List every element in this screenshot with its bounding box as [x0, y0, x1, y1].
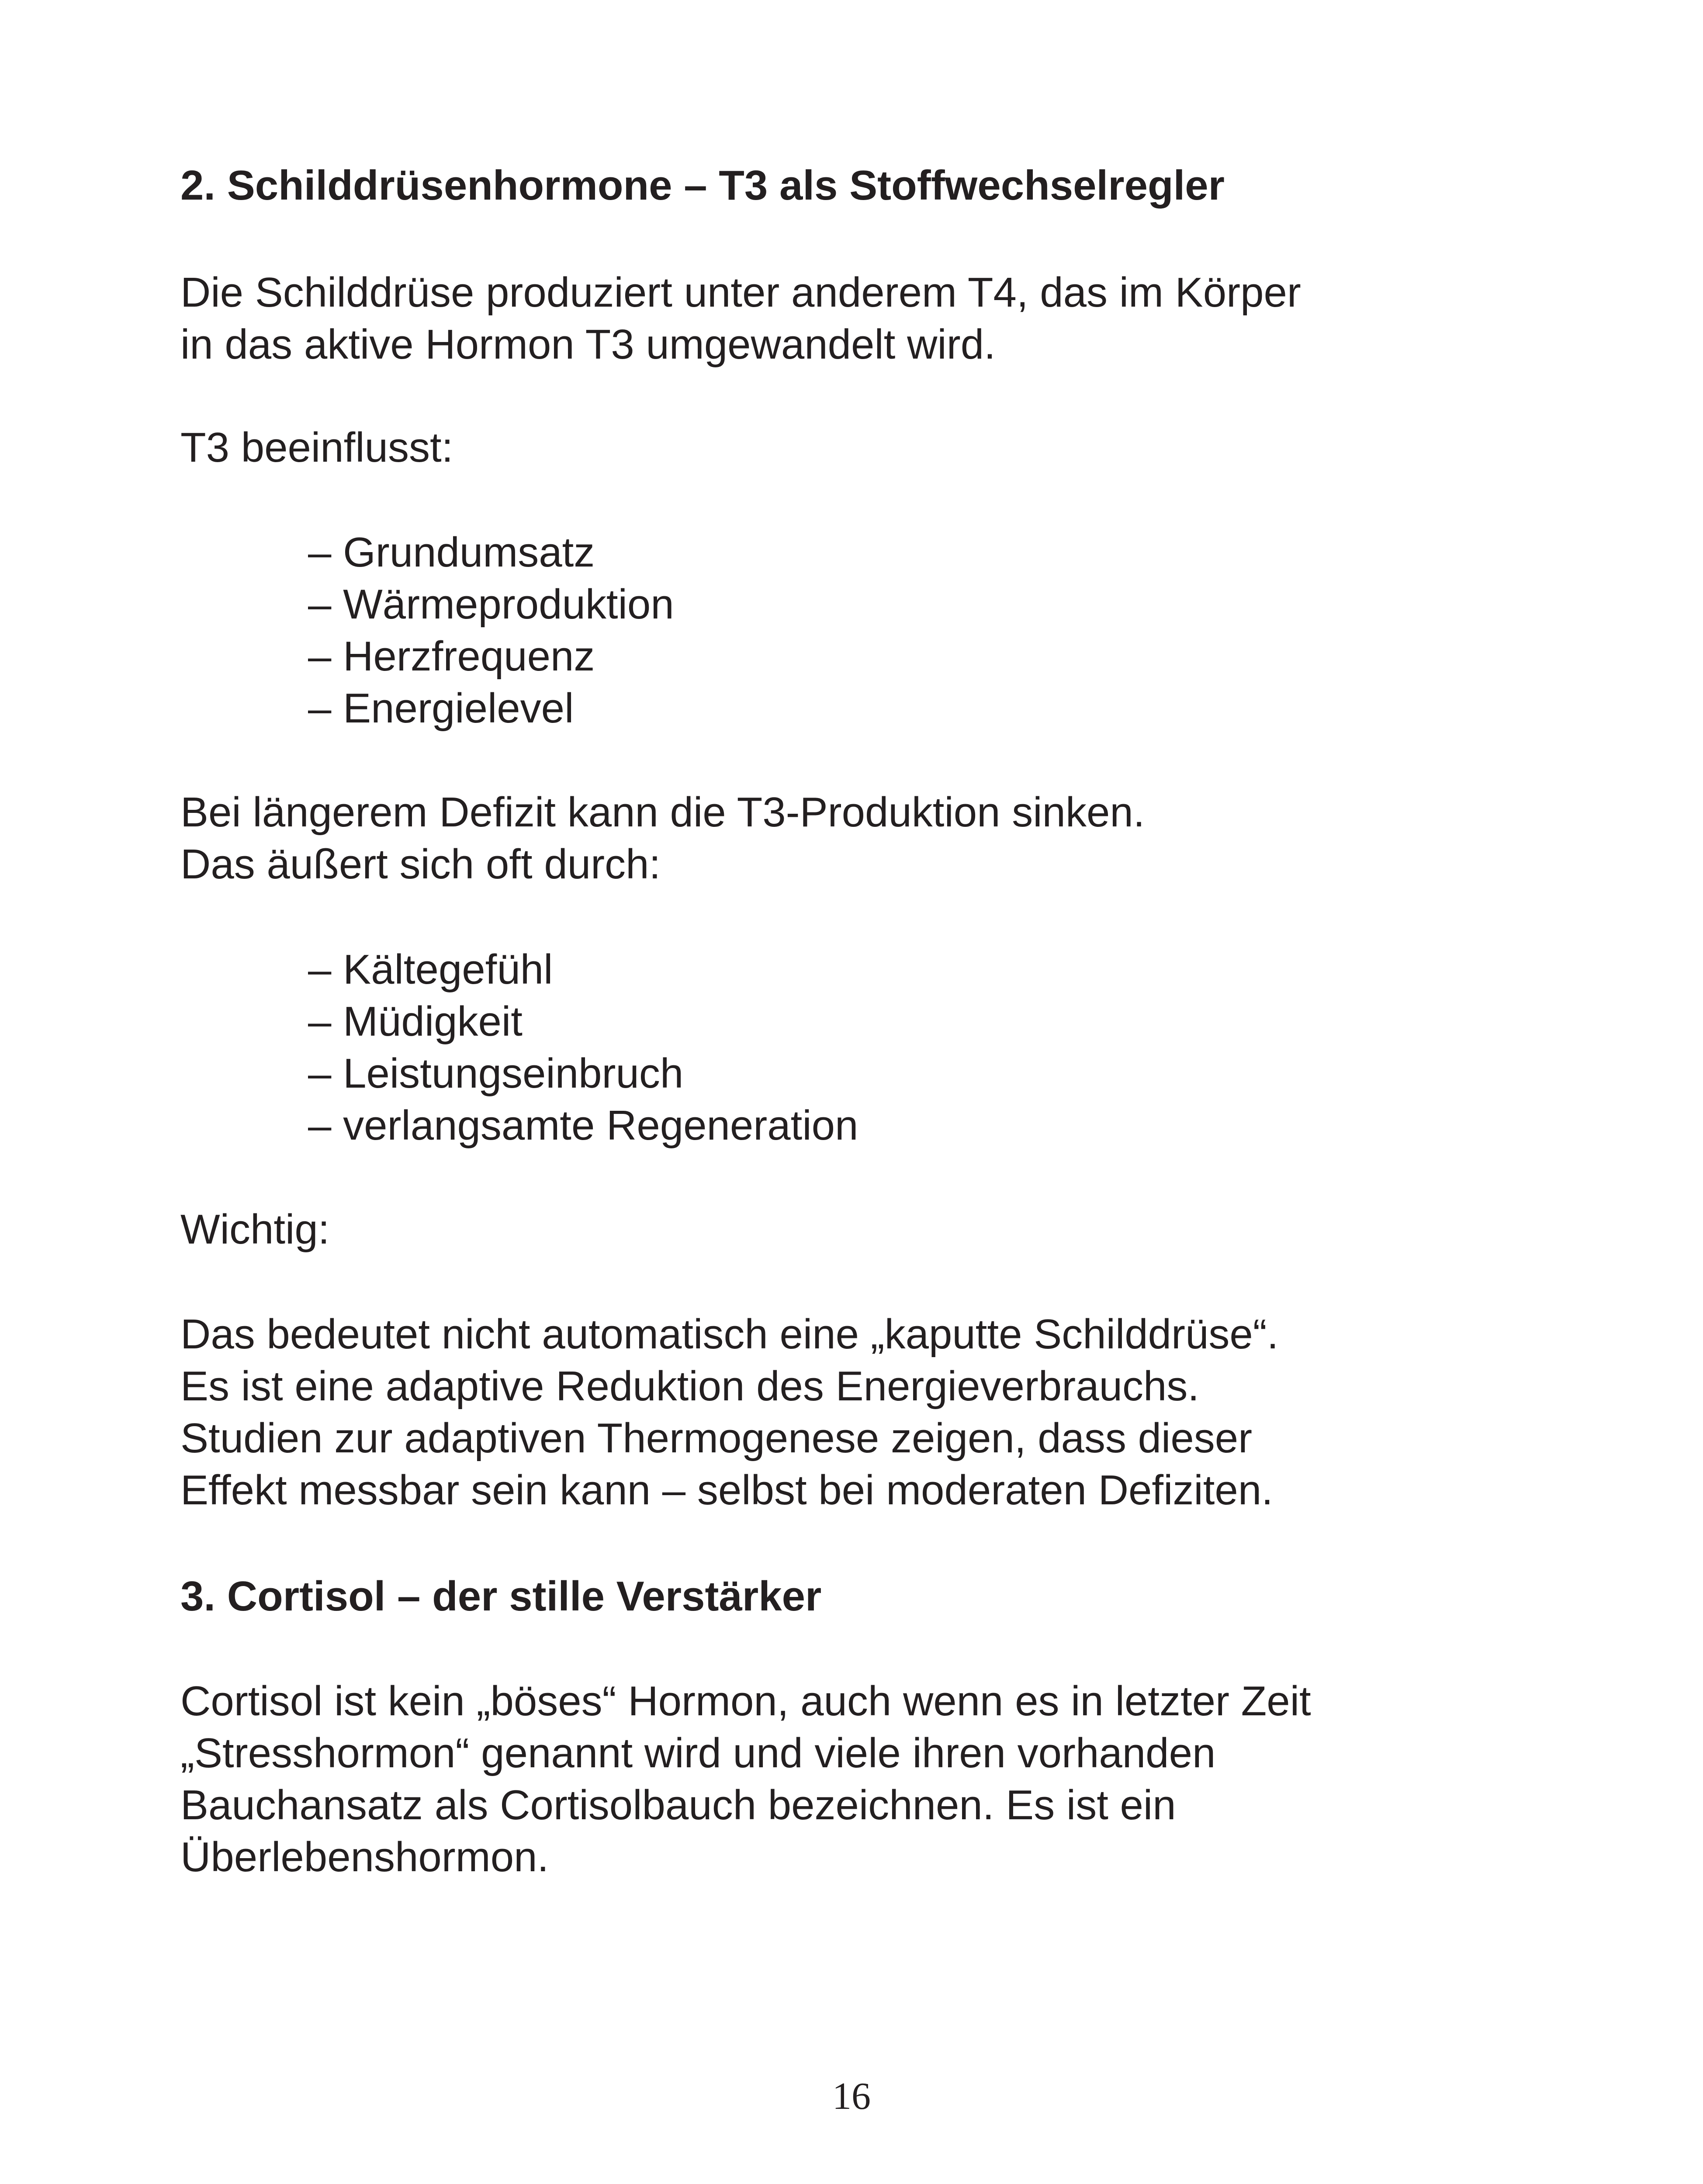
text-line: Effekt messbar sein kann – selbst bei moderaten Defiziten. [180, 1467, 1273, 1514]
list-item: – Wärmeproduktion [308, 581, 674, 628]
text-line: Studien zur adaptiven Thermogenese zeigen, dass dieser [180, 1415, 1253, 1462]
influence-label: T3 beeinflusst: [180, 424, 453, 471]
page-number: 16 [832, 2075, 871, 2118]
text-line: Das bedeutet nicht automatisch eine „kaputte Schilddrüse“. [180, 1311, 1279, 1358]
symptom-list [308, 943, 858, 1151]
text-line: „Stresshormon“ genannt wird und viele ihren vorhanden [180, 1730, 1216, 1776]
text-line: Überlebenshormon. [180, 1834, 549, 1880]
list-item: – Müdigkeit [308, 998, 523, 1045]
section-3-heading: 3. Cortisol – der stille Verstärker [180, 1573, 822, 1620]
deficit-paragraph [180, 786, 1535, 890]
section-3-body [180, 1675, 1535, 1883]
important-label: Wichtig: [180, 1206, 330, 1253]
list-item: – verlangsamte Regeneration [308, 1102, 858, 1149]
list-item: – Kältegefühl [308, 946, 553, 993]
text-line: Das äußert sich oft durch: [180, 841, 661, 888]
text-line: Cortisol ist kein „böses“ Hormon, auch wenn es in letzter Zeit [180, 1678, 1311, 1724]
list-item: – Herzfrequenz [308, 633, 595, 680]
influence-list [308, 526, 674, 734]
text-line: Bauchansatz als Cortisolbauch bezeichnen. Es ist ein [180, 1782, 1176, 1828]
text-line: in das aktive Hormon T3 umgewandelt wird. [180, 321, 996, 368]
text-line: Die Schilddrüse produziert unter anderem T4, das im Körper [180, 269, 1301, 316]
section-2-intro [180, 266, 1535, 370]
list-item: – Leistungseinbruch [308, 1050, 684, 1097]
text-line: Es ist eine adaptive Reduktion des Energieverbrauchs. [180, 1363, 1200, 1410]
list-item: – Grundumsatz [308, 529, 595, 576]
section-2-heading: 2. Schilddrüsenhormone – T3 als Stoffwechselregler [180, 162, 1225, 209]
important-paragraph [180, 1308, 1535, 1516]
text-line: Bei längerem Defizit kann die T3-Produktion sinken. [180, 789, 1145, 836]
list-item: – Energielevel [308, 685, 574, 732]
